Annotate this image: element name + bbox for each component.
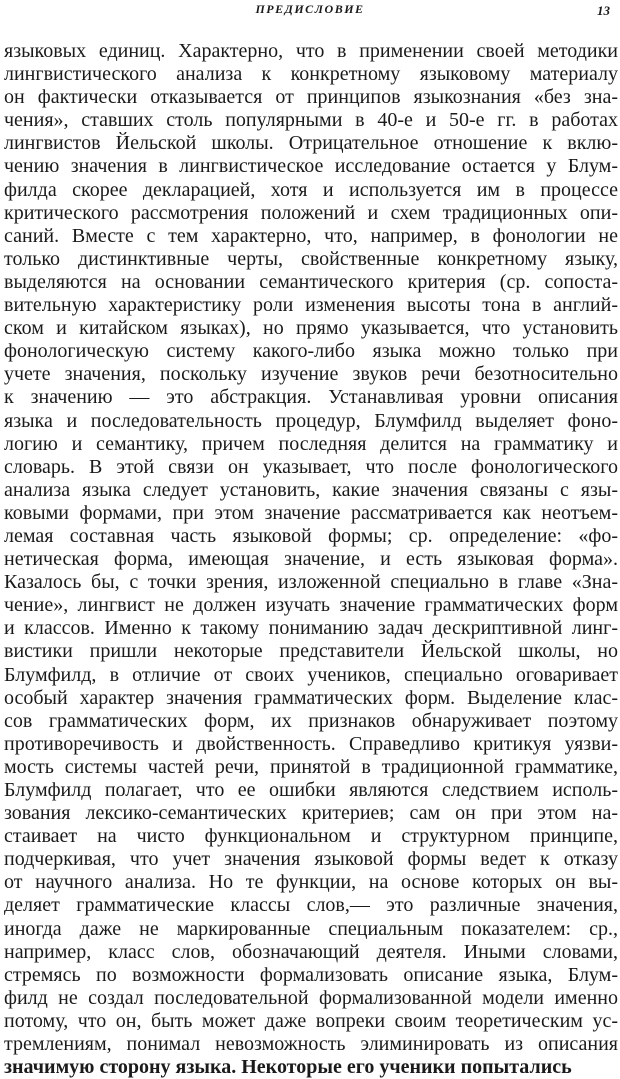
text-line: фонологическую систему какого-либо языка можно только при	[4, 340, 618, 363]
text-line: филда скорее декларацией, хотя и используется им в процессе	[4, 178, 618, 201]
text-line: языковых единиц. Характерно, что в применении своей методики	[4, 40, 618, 62]
text-line: деляет грамматические классы слов,— это различные значения,	[4, 894, 618, 917]
text-line: ковыми формами, при этом значение рассматривается как неотъем-	[4, 501, 618, 524]
text-line: логию и семантику, причем последняя делится на грамматику и	[4, 432, 618, 455]
text-line: ском и китайском языках), но прямо указывается, что установить	[4, 317, 618, 340]
text-line: тремлениям, понимал невозможность элиминировать из описания	[4, 1033, 618, 1056]
text-line: мость системы частей речи, принятой в традиционной грамматике,	[4, 755, 618, 778]
text-line: и классов. Именно к такому пониманию задач дескриптивной линг-	[4, 617, 618, 640]
text-line: выделяются на основании семантического критерия (ср. сопоста-	[4, 270, 618, 293]
text-line: зования лексико-семантических критериев; сам он при этом на-	[4, 802, 618, 825]
text-line: например, класс слов, обозначающий деятеля. Иными словами,	[4, 940, 618, 963]
text-line: учете значения, поскольку изучение звуков речи безотносительно	[4, 363, 618, 386]
text-line: подчеркивая, что учет значения языковой формы ведет к отказу	[4, 848, 618, 871]
text-line: анализа языка следует установить, какие значения связаны с язы-	[4, 478, 618, 501]
text-line: чения», ставших столь популярными в 40-е и 50-е гг. в работах	[4, 109, 618, 132]
text-line: лемая составная часть языковой формы; ср. определение: «фо-	[4, 524, 618, 547]
text-line: к значению — это абстракция. Устанавливая уровни описания	[4, 386, 618, 409]
text-line: сов грамматических форм, их признаков обнаруживает поэтому	[4, 709, 618, 732]
text-line: лингвистического анализа к конкретному языковому материалу	[4, 63, 618, 86]
text-line: критического рассмотрения положений и схем традиционных опи-	[4, 201, 618, 224]
text-line: потому, что он, быть может даже вопреки своим теоретическим ус-	[4, 1009, 618, 1032]
text-line: Блумфилд полагает, что ее ошибки являются следствием исполь-	[4, 779, 618, 801]
text-line: Казалось бы, с точки зрения, изложенной специально в главе «Зна-	[4, 571, 618, 594]
text-line: нетическая форма, имеющая значение, и есть языковая форма».	[4, 548, 618, 571]
text-line: значимую сторону языка. Некоторые его ученики попытались	[4, 1056, 572, 1079]
text-line: иногда даже не маркированные специальным показателем: ср.,	[4, 917, 618, 940]
text-line: словарь. В этой связи он указывает, что после фонологического	[4, 455, 618, 478]
text-line: вистики пришли некоторые представители Йельской школы, но	[4, 640, 618, 663]
page-number: 13	[597, 3, 610, 18]
text-line: Блумфилд, в отличие от своих учеников, специально оговаривает	[4, 663, 618, 686]
text-line: только дистинктивные черты, свойственные конкретному языку,	[4, 247, 618, 270]
text-line: противоречивость и двойственность. Справедливо критикуя уязви-	[4, 732, 618, 755]
body-text	[4, 40, 618, 1079]
text-line: языка и последовательность процедур, Блумфилд выделяет фоно-	[4, 409, 618, 432]
text-line: стаивает на чисто функциональном и структурном принципе,	[4, 825, 618, 848]
text-line: филд не создал последовательной формализованной модели именно	[4, 986, 618, 1009]
text-line: особый характер значения грамматических форм. Выделение клас-	[4, 686, 618, 709]
text-line: стремясь по возможности формализовать описание языка, Блум-	[4, 963, 618, 986]
text-line: он фактически отказывается от принципов языкознания «без зна-	[4, 86, 618, 109]
text-line: лингвистов Йельской школы. Отрицательное отношение к вклю-	[4, 132, 618, 155]
text-line: саний. Вместе с тем характерно, что, например, в фонологии не	[4, 224, 618, 247]
text-line: чению значения в лингвистическое исследование остается у Блум-	[4, 155, 618, 178]
running-head: ПРЕДИСЛОВИЕ	[255, 2, 365, 16]
text-line: чение», лингвист не должен изучать значение грамматических форм	[4, 594, 618, 617]
text-line: вительную характеристику роли изменения высоты тона в англий-	[4, 294, 618, 317]
text-line: от научного анализа. Но те функции, на основе которых он вы-	[4, 871, 618, 894]
